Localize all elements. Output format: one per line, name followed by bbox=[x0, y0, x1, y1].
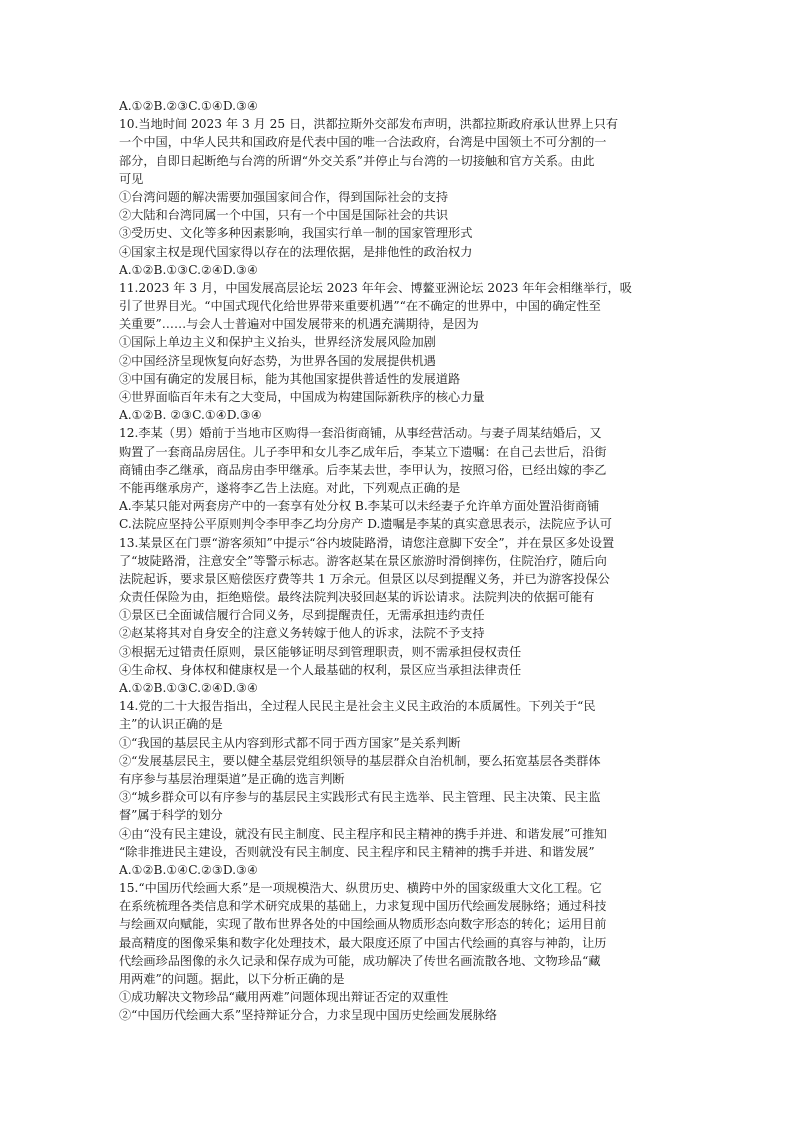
text-line: A.①②B.②③C.①④D.③④ bbox=[119, 99, 258, 113]
text-line: ①国际上单边主义和保护主义抬头，世界经济发展风险加剧 bbox=[119, 335, 436, 350]
text-line: ③受历史、文化等多种因素影响，我国实行单一制的国家管理形式 bbox=[119, 226, 473, 241]
text-line: 不能再继承房产，遂将李乙告上法庭。对此，下列观点正确的是 bbox=[119, 480, 461, 495]
text-line: 与绘画双向赋能，实现了散布世界各处的中国绘画从物质形态向数字形态的转化；运用目前 bbox=[119, 917, 607, 932]
text-line: 督”属于科学的划分 bbox=[119, 808, 223, 823]
text-line: 引了世界目光。“中国式现代化给世界带来重要机遇”“在不确定的世界中，中国的确定性至 bbox=[119, 299, 601, 314]
text-line: 12.李某（男）婚前于当地市区购得一套沿街商铺，从事经营活动。与妻子周某结婚后，又 bbox=[119, 426, 602, 441]
text-line: 法院起诉，要求景区赔偿医疗费等共 1 万余元。但景区以尽到提醒义务，并已为游客投保公 bbox=[119, 571, 610, 586]
text-line: ②“中国历代绘画大系”坚持辩证分合，力求呈现中国历史绘画发展脉络 bbox=[119, 1008, 498, 1023]
document-page bbox=[119, 97, 675, 1025]
text-line: A.①②B. ②③C.①④D.③④ bbox=[119, 408, 262, 423]
text-line: ④世界面临百年未有之大变局，中国成为构建国际新秩序的核心力量 bbox=[119, 390, 485, 404]
text-line: 13.某景区在门票“游客须知”中提示“谷内坡陡路滑，请您注意脚下安全”，并在景区多处设置 bbox=[119, 535, 615, 550]
text-line: A.①②B.①③C.②④D.③④ bbox=[119, 262, 258, 277]
text-line: 主”的认识正确的是 bbox=[119, 717, 223, 732]
text-line: 10.当地时间 2023 年 3 月 25 日，洪都拉斯外交部发布声明，洪都拉斯政府承认世界上只有 bbox=[119, 117, 619, 132]
text-line: ③“城乡群众可以有序参与的基层民主实践形式有民主选举、民主管理、民主决策、民主监 bbox=[119, 790, 601, 805]
text-line: A.①②B.①④C.②③D.③④ bbox=[119, 862, 258, 877]
text-line: 用两难”的问题。据此，以下分析正确的是 bbox=[119, 972, 345, 986]
text-line: ①台湾问题的解决需要加强国家间合作，得到国际社会的支持 bbox=[119, 189, 449, 204]
text-line: ②大陆和台湾同属一个中国，只有一个中国是国际社会的共识 bbox=[119, 208, 449, 223]
text-line: 商铺由李乙继承，商品房由李甲继承。后李某去世，李甲认为，按照习俗，已经出嫁的李乙 bbox=[119, 462, 607, 477]
text-line: 15.“中国历代绘画大系”是一项规模浩大、纵贯历史、横跨中外的国家级重大文化工程。它 bbox=[119, 881, 602, 896]
text-line: 在系统梳理各类信息和学术研究成果的基础上，力求复现中国历代绘画发展脉络；通过科技 bbox=[119, 899, 607, 914]
text-line: ①“我国的基层民主从内容到形式都不同于西方国家”是关系判断 bbox=[119, 735, 461, 750]
text-line: ④生命权、身体权和健康权是一个人最基础的权利，景区应当承担法律责任 bbox=[119, 662, 522, 677]
text-line: 关重要”……与会人士普遍对中国发展带来的机遇充满期待，是因为 bbox=[119, 317, 479, 332]
text-line: 代绘画珍品图像的永久记录和保存成为可能，成功解决了传世名画流散各地、文物珍品“藏 bbox=[119, 953, 601, 968]
text-line: 了“坡陡路滑，注意安全”等警示标志。游客赵某在景区旅游时滑倒摔伤，住院治疗，随后向 bbox=[119, 553, 607, 568]
text-line: 一个中国，中华人民共和国政府是代表中国的唯一合法政府，台湾是中国领土不可分割的一 bbox=[119, 135, 607, 150]
text-line: ③根据无过错责任原则，景区能够证明尽到管理职责，则不需承担侵权责任 bbox=[119, 644, 522, 659]
text-line: 购置了一套商品房居住。儿子李甲和女儿李乙成年后，李某立下遗嘱：在自己去世后，沿街 bbox=[119, 444, 607, 459]
text-line: A.①②B.①③C.②④D.③④ bbox=[119, 681, 258, 695]
text-line: ②中国经济呈现恢复向好态势，为世界各国的发展提供机遇 bbox=[119, 353, 436, 368]
text-line: 可见 bbox=[119, 171, 144, 186]
text-line: ②赵某将其对自身安全的注意义务转嫁于他人的诉求，法院不予支持 bbox=[119, 626, 485, 641]
text-line: C.法院应坚持公平原则判令李甲李乙均分房产 D.遗嘱是李某的真实意思表示，法院应予认可 bbox=[119, 517, 612, 532]
text-line: 众责任保险为由，拒绝赔偿。最终法院判决驳回赵某的诉讼请求。法院判决的依据可能有 bbox=[119, 590, 595, 605]
text-line: ④由“没有民主建设，就没有民主制度、民主程序和民主精神的携手并进、和谐发展”可推知 bbox=[119, 826, 607, 841]
text-line: ②“发展基层民主，要以健全基层党组织领导的基层群众自治机制，要么拓宽基层各类群体 bbox=[119, 753, 601, 768]
text-line: 有序参与基层治理渠道”是正确的选言判断 bbox=[119, 771, 345, 786]
text-line: “除非推进民主建设，否则就没有民主制度、民主程序和民主精神的携手并进、和谐发展” bbox=[119, 844, 595, 859]
text-line: ①成功解决文物珍品“藏用两难”问题体现出辩证否定的双重性 bbox=[119, 990, 449, 1005]
text-line: 11.2023 年 3 月，中国发展高层论坛 2023 年年会、博鳌亚洲论坛 2023 年年会相继举行，吸 bbox=[119, 280, 632, 295]
text-line: ①景区已全面诚信履行合同义务，尽到提醒责任，无需承担违约责任 bbox=[119, 608, 485, 623]
text-line: 最高精度的图像采集和数字化处理技术，最大限度还原了中国古代绘画的真容与神韵，让历 bbox=[119, 935, 607, 950]
text-line: 部分，自即日起断绝与台湾的所谓“外交关系”并停止与台湾的一切接触和官方关系。由此 bbox=[119, 153, 595, 168]
text-line: ④国家主权是现代国家得以存在的法理依据，是排他性的政治权力 bbox=[119, 244, 473, 259]
text-line: ③中国有确定的发展目标，能为其他国家提供普适性的发展道路 bbox=[119, 371, 461, 386]
text-line: A.李某只能对两套房产中的一套享有处分权 B.李某可以未经妻子允许单方面处置沿街商铺 bbox=[119, 499, 600, 514]
text-line: 14.党的二十大报告指出，全过程人民民主是社会主义民主政治的本质属性。下列关于“民 bbox=[119, 699, 596, 714]
